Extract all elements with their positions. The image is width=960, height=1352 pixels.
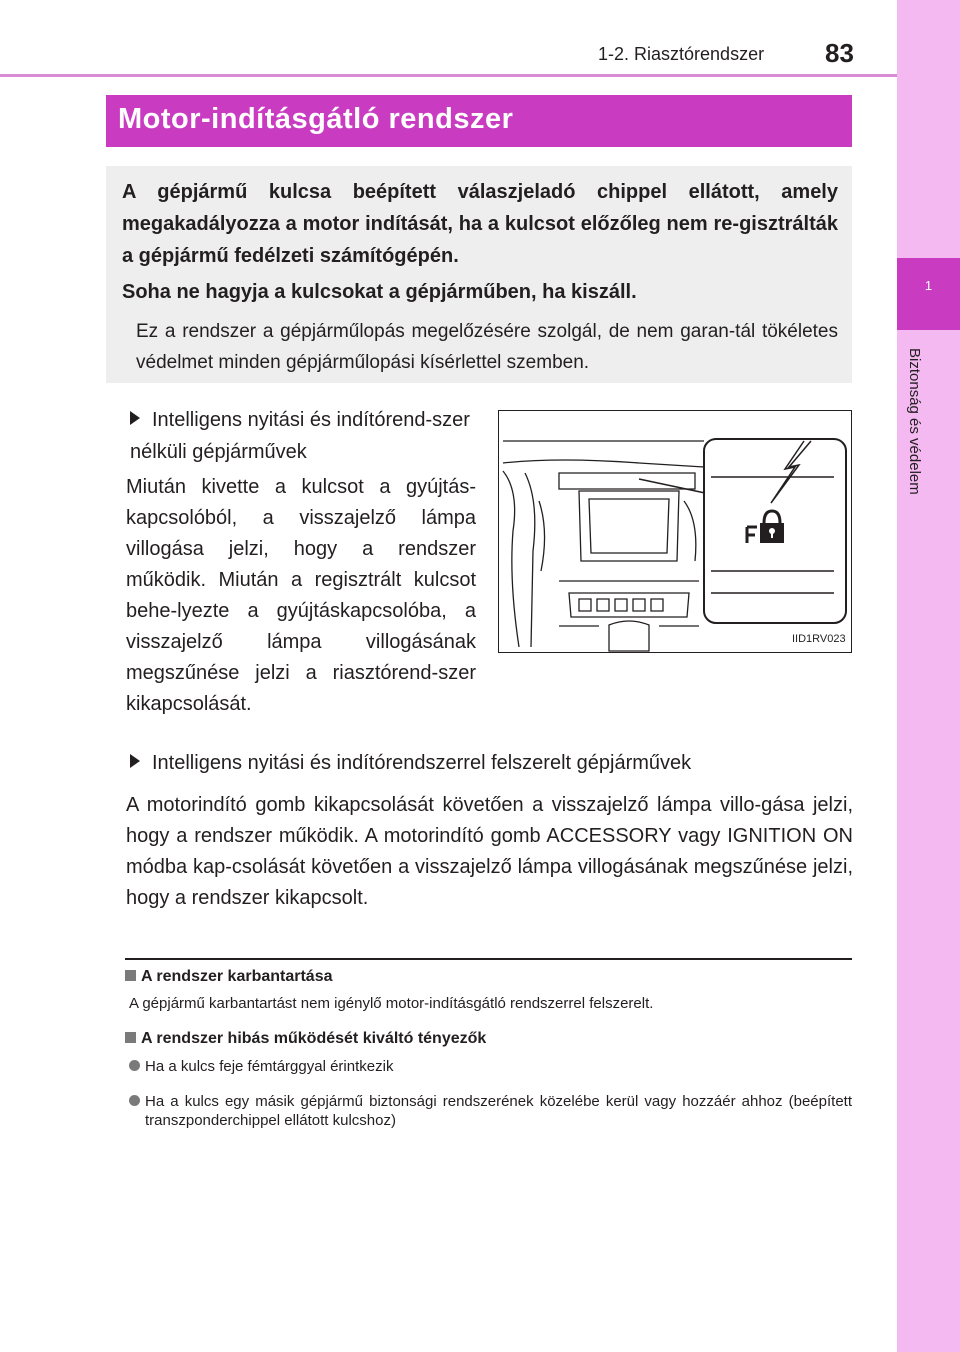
section2-text: A motorindító gomb kikapcsolását követően a visszajelző lámpa villo-gása jelzi, hogy a rendszer működik. A motorindító gomb ACCESSORY vagy IGNITION ON módba kap-csolását követően a visszajelző lámpa villogásának megszűnése jelzi, hogy a rendszer kikapcsolt. xyxy=(126,794,853,909)
section-separator xyxy=(125,958,852,960)
section-header: 1-2. Riasztórendszer xyxy=(598,44,765,64)
side-strip xyxy=(897,0,960,1352)
faults-heading: A rendszer hibás működését kiváltó tényezők xyxy=(125,1030,486,1048)
intro-bold-text: A gépjármű kulcsa beépített válaszjeladó chippel ellátott, amely megakadályozza a motor indítását, ha a kulcsot előzőleg nem re-gisztrálták a gépjármű fedélzeti számítógépén. xyxy=(122,181,838,267)
fault-item: Ha a kulcs egy másik gépjármű biztonsági rendszerének közelébe kerül vagy hozzáér ahhoz (beépített transzponderchippel ellátott kulcshoz) xyxy=(129,1092,852,1130)
maintenance-heading: A rendszer karbantartása xyxy=(125,968,333,986)
page-title: Motor-indításgátló rendszer xyxy=(118,103,514,135)
section1-heading: Intelligens nyitási és indítórend-szer nélküli gépjárművek xyxy=(130,409,470,463)
chapter-tab xyxy=(897,258,960,330)
section2-heading: Intelligens nyitási és indítórendszerrel felszerelt gépjárművek xyxy=(130,747,850,779)
dashboard-drawing xyxy=(499,411,853,654)
round-bullet-icon xyxy=(129,1095,140,1106)
section1-text: Miután kivette a kulcsot a gyújtás-kapcsolóból, a visszajelző lámpa villogása jelzi, hogy a rendszer működik. Miután a regisztrált kulcsot behe-lyezte a gyújtáskapcsolóba, a visszajelző lámpa villogásának megszűnése jelzi a riasztórend-szer kikapcsolását. xyxy=(126,476,476,715)
page-number: 83 xyxy=(825,38,854,68)
dashboard-illustration xyxy=(498,410,852,653)
square-bullet-icon xyxy=(125,970,136,981)
chapter-number: 1 xyxy=(924,278,933,293)
header-rule xyxy=(0,74,897,77)
square-bullet-icon xyxy=(125,1032,136,1043)
intro-warning: Soha ne hagyja a kulcsokat a gépjárműben, ha kiszáll. xyxy=(122,281,637,303)
figure-code: IID1RV023 xyxy=(792,633,846,645)
intro-box xyxy=(106,166,852,383)
chapter-label: Biztonság és védelem xyxy=(906,348,923,495)
round-bullet-icon xyxy=(129,1060,140,1071)
triangle-bullet-icon xyxy=(130,411,140,425)
title-bar xyxy=(106,95,852,147)
intro-note: Ez a rendszer a gépjárműlopás megelőzésére szolgál, de nem garan-tál tökéletes védelmet minden gépjárműlopási kísérlettel szemben. xyxy=(136,321,838,373)
maintenance-text: A gépjármű karbantartást nem igénylő motor-indításgátló rendszerrel felszerelt. xyxy=(129,995,654,1012)
fault-item: Ha a kulcs feje fémtárggyal érintkezik xyxy=(129,1058,852,1075)
triangle-bullet-icon xyxy=(130,754,140,768)
